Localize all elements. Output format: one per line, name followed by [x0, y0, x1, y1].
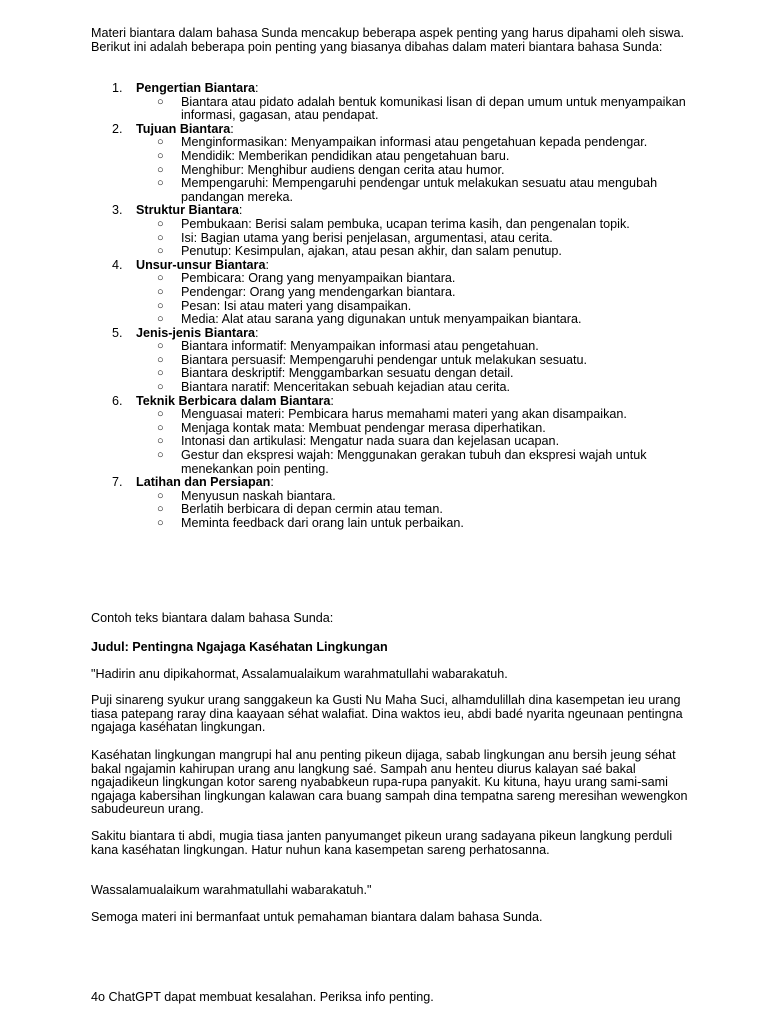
list-item: ○ Menyusun naskah biantara. [157, 488, 336, 503]
section-number: 5. [112, 325, 123, 340]
list-item: ○ Pembukaan: Berisi salam pembuka, ucapan terima kasih, dan pengenalan topik. [157, 216, 630, 231]
section-sublist [136, 272, 691, 326]
section-sublist [136, 96, 691, 123]
speech-closing-paragraph: Sakitu biantara ti abdi, mugia tiasa janten panyumanget pikeun urang sadayana pikeun langkung perduli kana kaséhatan lingkungan. Hatur nuhun kana kasempetan sareng perhatosanna. [91, 829, 673, 857]
section-number: 4. [112, 257, 123, 272]
list-item: ○ Mendidik: Memberikan pendidikan atau pengetahuan baru. [157, 148, 510, 163]
section-title: Latihan dan Persiapan [136, 475, 271, 490]
bullet-circle-icon: ○ [157, 353, 164, 366]
section-sublist [136, 218, 691, 259]
bullet-circle-icon: ○ [157, 408, 164, 421]
section-sublist [136, 408, 691, 476]
section-number: 6. [112, 393, 123, 408]
bullet-circle-icon: ○ [157, 367, 164, 380]
list-item: ○ Media: Alat atau sarana yang digunakan untuk menyampaikan biantara. [157, 312, 582, 327]
bullet-circle-icon: ○ [157, 285, 164, 298]
materi-outline-list [91, 82, 691, 531]
section-sublist [136, 136, 691, 204]
section-title: Pengertian Biantara [136, 81, 255, 95]
list-item: ○ Berlatih berbicara di depan cermin atau teman. [157, 502, 443, 517]
bullet-circle-icon: ○ [157, 435, 164, 448]
section-number: 2. [112, 121, 123, 136]
bullet-circle-icon: ○ [157, 231, 164, 244]
bullet-circle-icon: ○ [157, 313, 164, 326]
section-item: 4. Unsur-unsur Biantara: ○ Pembicara: Orang yang menyampaikan biantara. ○ Pendengar: Orang yang mendengarkan biantara. ○ Pesan: Isi atau materi yang disampaikan. ○ Media: Alat atau sarana yang digunakan untuk menyampaikan biantara. [91, 259, 691, 327]
bullet-circle-icon: ○ [157, 449, 164, 462]
list-item: ○ Gestur dan ekspresi wajah: Menggunakan gerakan tubuh dan ekspresi wajah untuk menekankan poin penting. [157, 448, 647, 476]
section-item: 2. Tujuan Biantara: ○ Menginformasikan: Menyampaikan informasi atau pengetahuan kepada pendengar. ○ Mendidik: Memberikan pendidikan atau pengetahuan baru. ○ Menghibur: Menghibur audiens dengan cerita atau humor. ○ Mempengaruhi: Mempengaruhi pendengar untuk melakukan sesuatu atau mengubah pandangan mereka. [91, 123, 691, 205]
speech-farewell: Wassalamualaikum warahmatullahi wabarakatuh." [91, 883, 372, 897]
list-item: ○ Menginformasikan: Menyampaikan informasi atau pengetahuan kepada pendengar. [157, 135, 648, 150]
example-intro: Contoh teks biantara dalam bahasa Sunda: [91, 611, 334, 625]
list-item: ○ Pembicara: Orang yang menyampaikan biantara. [157, 271, 456, 286]
bullet-circle-icon: ○ [157, 340, 164, 353]
section-number: 1. [112, 81, 123, 95]
section-number: 7. [112, 475, 123, 490]
list-item: ○ Intonasi dan artikulasi: Mengatur nada suara dan kejelasan ucapan. [157, 434, 560, 449]
section-item: 3. Struktur Biantara: ○ Pembukaan: Berisi salam pembuka, ucapan terima kasih, dan pengenalan topik. ○ Isi: Bagian utama yang berisi penjelasan, argumentasi, atau cerita. ○ Penutup: Kesimpulan, ajakan, atau pesan akhir, dan salam penutup. [91, 204, 691, 258]
list-item: ○ Biantara atau pidato adalah bentuk komunikasi lisan di depan umum untuk menyampaikan informasi, gagasan, atau pendapat. [157, 94, 686, 123]
bullet-circle-icon: ○ [157, 517, 164, 529]
section-item: 1. Pengertian Biantara: ○ Biantara atau pidato adalah bentuk komunikasi lisan di depan umum untuk menyampaikan informasi, gagasan, atau pendapat. [91, 82, 691, 123]
bullet-circle-icon: ○ [157, 489, 164, 502]
section-title: Teknik Berbicara dalam Biantara [136, 393, 331, 408]
speech-title: Judul: Pentingna Ngajaga Kaséhatan Lingkungan [91, 640, 388, 654]
section-title: Tujuan Biantara [136, 121, 231, 136]
section-title: Unsur-unsur Biantara [136, 257, 266, 272]
list-item: ○ Meminta feedback dari orang lain untuk perbaikan. [157, 516, 464, 530]
section-item: 5. Jenis-jenis Biantara: ○ Biantara informatif: Menyampaikan informasi atau pengetahuan. ○ Biantara persuasif: Mempengaruhi pendengar untuk melakukan sesuatu. ○ Biantara deskriptif: Menggambarkan sesuatu dengan detail. ○ Biantara naratif: Menceritakan sebuah kejadian atau cerita. [91, 327, 691, 395]
list-item: ○ Mempengaruhi: Mempengaruhi pendengar untuk melakukan sesuatu atau mengubah pandangan mereka. [157, 176, 658, 204]
bullet-circle-icon: ○ [157, 149, 164, 162]
list-item: ○ Menghibur: Menghibur audiens dengan cerita atau humor. [157, 162, 505, 177]
bullet-circle-icon: ○ [157, 503, 164, 516]
section-title: Struktur Biantara [136, 203, 239, 218]
list-item: ○ Menjaga kontak mata: Membuat pendengar merasa diperhatikan. [157, 420, 546, 435]
closing-note: Semoga materi ini bermanfaat untuk pemahaman biantara dalam bahasa Sunda. [91, 910, 543, 924]
list-item: ○ Pesan: Isi atau materi yang disampaikan. [157, 298, 412, 313]
list-item: ○ Biantara naratif: Menceritakan sebuah kejadian atau cerita. [157, 380, 511, 395]
bullet-circle-icon: ○ [157, 299, 164, 312]
section-item: 7. Latihan dan Persiapan: ○ Menyusun naskah biantara. ○ Berlatih berbicara di depan cermin atau teman. ○ Meminta feedback dari orang lain untuk perbaikan. [91, 476, 691, 530]
list-item: ○ Menguasai materi: Pembicara harus memahami materi yang akan disampaikan. [157, 407, 627, 422]
footer-disclaimer: 4o ChatGPT dapat membuat kesalahan. Periksa info penting. [91, 990, 434, 1004]
bullet-circle-icon: ○ [157, 245, 164, 258]
bullet-circle-icon: ○ [157, 381, 164, 394]
list-item: ○ Biantara informatif: Menyampaikan informasi atau pengetahuan. [157, 339, 539, 354]
bullet-circle-icon: ○ [157, 163, 164, 176]
section-item: 6. Teknik Berbicara dalam Biantara: ○ Menguasai materi: Pembicara harus memahami materi yang akan disampaikan. ○ Menjaga kontak mata: Membuat pendengar merasa diperhatikan. ○ Intonasi dan artikulasi: Mengatur nada suara dan kejelasan ucapan. ○ Gestur dan ekspresi wajah: Menggunakan gerakan tubuh dan ekspresi wajah untuk menekankan poin penting. [91, 395, 691, 477]
section-sublist [136, 340, 691, 394]
list-item: ○ Biantara deskriptif: Menggambarkan sesuatu dengan detail. [157, 366, 514, 381]
intro-paragraph: Materi biantara dalam bahasa Sunda mencakup beberapa aspek penting yang harus dipahami oleh siswa. Berikut ini adalah beberapa poin penting yang biasanya dibahas dalam materi biantara bahasa Sunda: [91, 26, 684, 54]
list-item: ○ Isi: Bagian utama yang berisi penjelasan, argumentasi, atau cerita. [157, 230, 553, 245]
speech-body-paragraph: Kaséhatan lingkungan mangrupi hal anu penting pikeun dijaga, sabab lingkungan anu bersih jeung séhat bakal ngajamin kahirupan urang anu langkung saé. Sampah anu henteu diurus kalayan saé bakal ngajadikeun lingkungan kotor sareng nyababkeun rupa-rupa panyakit. Ku kituna, hayu urang sami-sami ngajaga kabersihan lingkungan kalawan cara buang sampah dina tempatna sareng meresihan wewengkon sabudeureun urang. [91, 748, 688, 817]
speech-opening-paragraph: Puji sinareng syukur urang sanggakeun ka Gusti Nu Maha Suci, alhamdulillah dina kasempetan ieu urang tiasa patepang raray dina kaayaan séhat walafiat. Dina waktos ieu, abdi badé nyarita ngeunaan pentingna ngajaga kaséhatan lingkungan. [91, 693, 683, 735]
list-item: ○ Penutup: Kesimpulan, ajakan, atau pesan akhir, dan salam penutup. [157, 244, 562, 259]
bullet-circle-icon: ○ [157, 421, 164, 434]
bullet-circle-icon: ○ [157, 217, 164, 230]
bullet-circle-icon: ○ [157, 136, 164, 149]
list-item: ○ Pendengar: Orang yang mendengarkan biantara. [157, 284, 456, 299]
speech-greeting: "Hadirin anu dipikahormat, Assalamualaikum warahmatullahi wabarakatuh. [91, 667, 508, 681]
section-sublist [136, 490, 691, 531]
bullet-circle-icon: ○ [157, 95, 164, 108]
list-item: ○ Biantara persuasif: Mempengaruhi pendengar untuk melakukan sesuatu. [157, 352, 588, 367]
bullet-circle-icon: ○ [157, 272, 164, 285]
section-title: Jenis-jenis Biantara [136, 325, 255, 340]
bullet-circle-icon: ○ [157, 177, 164, 190]
section-number: 3. [112, 203, 123, 218]
